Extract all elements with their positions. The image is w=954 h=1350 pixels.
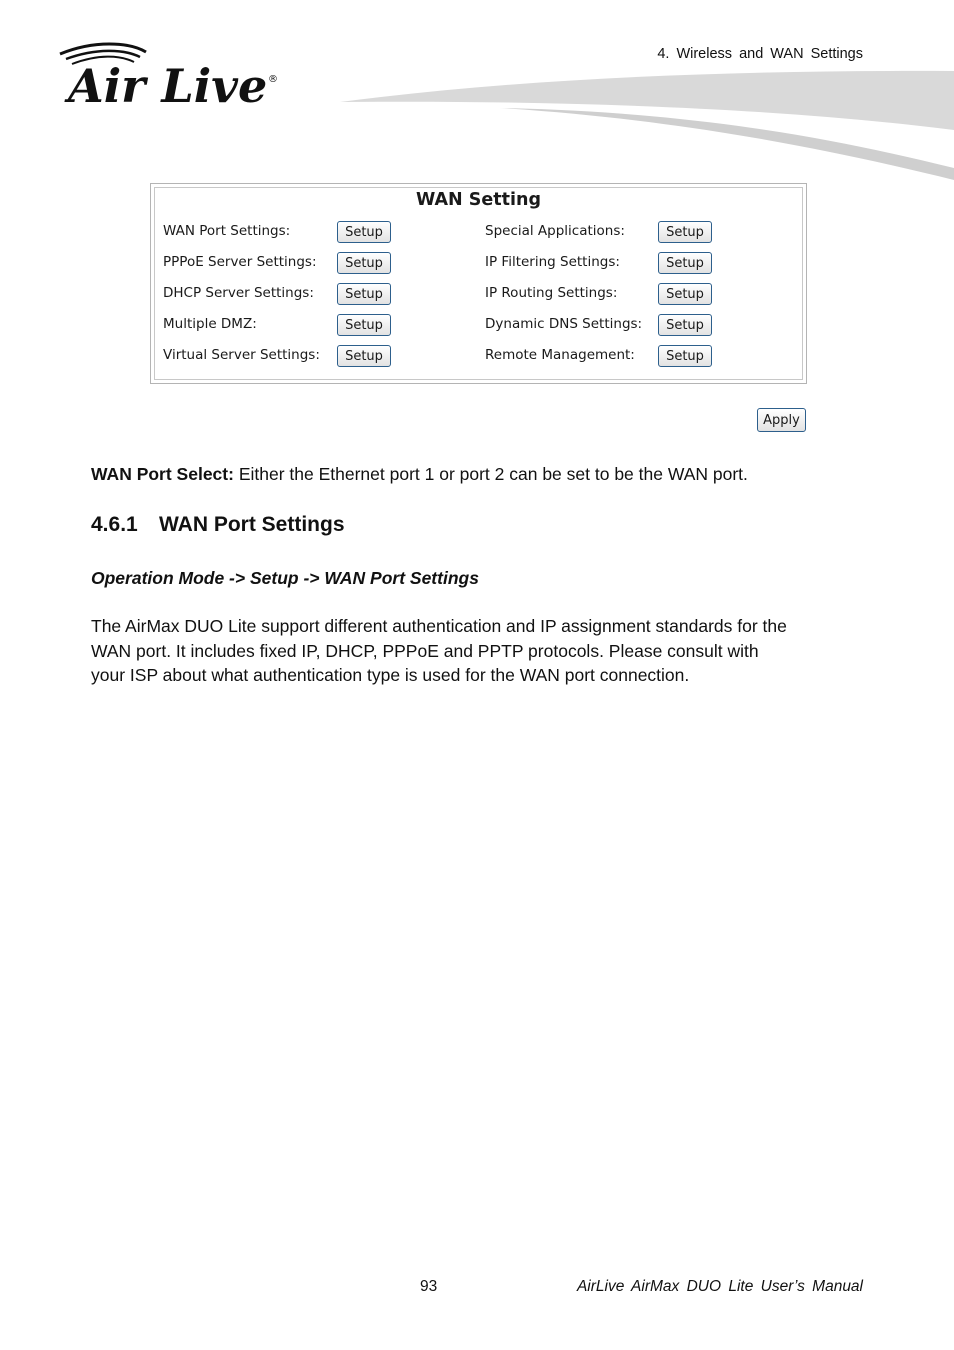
- multiple-dmz-label: Multiple DMZ:: [163, 316, 257, 332]
- manual-title: AirLive AirMax DUO Lite User’s Manual: [576, 1278, 863, 1295]
- settings-row: [151, 314, 806, 338]
- special-applications-label: Special Applications:: [485, 223, 625, 239]
- navigation-path: Operation Mode -> Setup -> WAN Port Settings: [91, 568, 479, 588]
- ip-filtering-settings-label: IP Filtering Settings:: [485, 254, 620, 270]
- pppoe-server-settings-setup-button[interactable]: Setup: [337, 252, 391, 274]
- registered-mark: ®: [268, 74, 278, 85]
- remote-management-setup-button[interactable]: Setup: [658, 345, 712, 367]
- settings-row: [151, 221, 806, 245]
- settings-row: [151, 252, 806, 276]
- logo-text: Air Live: [68, 59, 268, 112]
- description-paragraph: [91, 614, 787, 688]
- pppoe-server-settings-label: PPPoE Server Settings:: [163, 254, 317, 270]
- header-swoosh-graphic: [340, 68, 954, 180]
- special-applications-setup-button[interactable]: Setup: [658, 221, 712, 243]
- ip-filtering-settings-setup-button[interactable]: Setup: [658, 252, 712, 274]
- dhcp-server-settings-setup-button[interactable]: Setup: [337, 283, 391, 305]
- settings-row: [151, 283, 806, 307]
- panel-title: WAN Setting: [416, 190, 541, 210]
- ip-routing-settings-setup-button[interactable]: Setup: [658, 283, 712, 305]
- section-heading: [91, 513, 345, 537]
- virtual-server-settings-label: Virtual Server Settings:: [163, 347, 320, 363]
- wan-port-select-text: Either the Ethernet port 1 or port 2 can be set to be the WAN port.: [233, 464, 748, 484]
- dhcp-server-settings-label: DHCP Server Settings:: [163, 285, 314, 301]
- wan-port-settings-setup-button[interactable]: Setup: [337, 221, 391, 243]
- dynamic-dns-settings-label: Dynamic DNS Settings:: [485, 316, 643, 332]
- section-title: WAN Port Settings: [159, 513, 345, 536]
- remote-management-label: Remote Management:: [485, 347, 635, 363]
- description-line: your ISP about what authentication type is used for the WAN port connection.: [91, 665, 690, 685]
- description-line: The AirMax DUO Lite support different authentication and IP assignment standards for the: [91, 616, 787, 636]
- description-line: WAN port. It includes fixed IP, DHCP, PPPoE and PPTP protocols. Please consult with: [91, 640, 759, 661]
- wan-setting-panel: [150, 183, 807, 384]
- dynamic-dns-settings-setup-button[interactable]: Setup: [658, 314, 712, 336]
- section-number: 4.6.1: [91, 513, 138, 536]
- wan-port-select-label: WAN Port Select:: [91, 464, 234, 484]
- virtual-server-settings-setup-button[interactable]: Setup: [337, 345, 391, 367]
- wan-port-select-paragraph: [91, 462, 748, 487]
- wan-port-settings-label: WAN Port Settings:: [163, 223, 291, 239]
- ip-routing-settings-label: IP Routing Settings:: [485, 285, 618, 301]
- chapter-title: 4. Wireless and WAN Settings: [657, 46, 863, 62]
- page-number: 93: [420, 1278, 438, 1295]
- multiple-dmz-setup-button[interactable]: Setup: [337, 314, 391, 336]
- apply-button[interactable]: Apply: [757, 408, 806, 432]
- settings-row: [151, 345, 806, 369]
- airlive-logo: [54, 42, 284, 112]
